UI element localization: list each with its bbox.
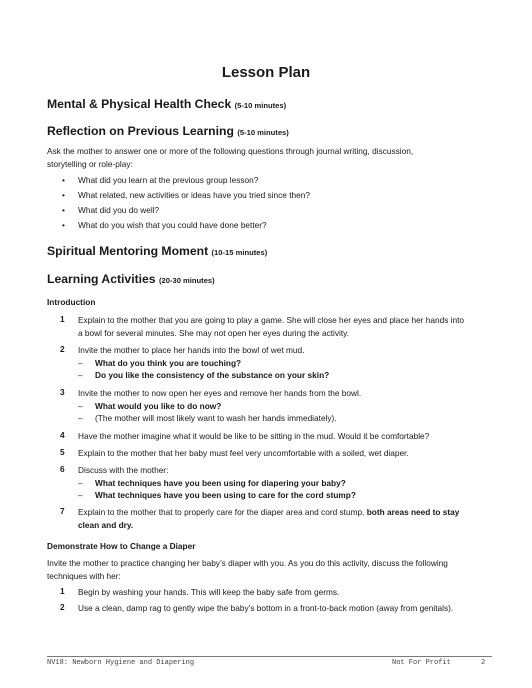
- page-title: Lesson Plan: [221, 64, 311, 81]
- step-line: Explain to the mother that you are going to play a game. She will close her eyes and place her hands into: [78, 315, 465, 325]
- reflection-intro-line: Ask the mother to answer one or more of the following questions through journal writing, discussion,: [47, 146, 414, 156]
- learning-title: Learning Activities: [47, 272, 156, 286]
- dash-marker: –: [78, 490, 83, 500]
- step-line-emphasis: clean and dry.: [78, 519, 134, 530]
- reflection-title: Reflection on Previous Learning: [47, 124, 234, 138]
- step-number: 7: [60, 506, 65, 516]
- spiritual-heading: [47, 244, 267, 258]
- step-number: 1: [60, 314, 65, 324]
- bullet-icon: •: [62, 175, 65, 185]
- health-check-heading: [47, 97, 286, 111]
- dash-marker: –: [78, 413, 83, 423]
- step-line-emphasis: both areas need to stay: [366, 507, 460, 517]
- introduction-heading: Introduction: [47, 297, 96, 307]
- footer-divider: [47, 656, 492, 657]
- step-line-plain: Explain to the mother that to properly care for the diaper area and cord stump,: [78, 507, 367, 517]
- step-text: Invite the mother to place her hands into the bowl of wet mud.: [78, 345, 305, 355]
- step-number: 6: [60, 464, 65, 474]
- step-text: Invite the mother to now open her eyes and remove her hands from the bowl.: [78, 388, 362, 398]
- step-text: [78, 314, 490, 339]
- step-number: 2: [60, 602, 65, 612]
- bullet-icon: •: [62, 220, 65, 230]
- step-line: [78, 506, 490, 519]
- sub-note: (The mother will most likely want to wash her hands immediately).: [95, 413, 337, 423]
- reflection-intro-line: storytelling or role-play:: [47, 158, 133, 169]
- demonstrate-intro: [47, 557, 492, 582]
- step-number: 4: [60, 430, 65, 440]
- bullet-text: What do you wish that you could have done better?: [78, 220, 267, 230]
- step-number: 2: [60, 344, 65, 354]
- bullet-text: What did you do well?: [78, 205, 160, 215]
- footer-title: NV18: Newborn Hygiene and Diapering: [47, 659, 195, 667]
- demonstrate-intro-line: techniques with her:: [47, 570, 121, 581]
- sub-question: What do you think you are touching?: [95, 358, 242, 368]
- page-number: 2: [481, 659, 486, 667]
- step-line: a bowl for several minutes. She may not open her eyes during the activity.: [78, 327, 350, 338]
- dash-marker: –: [78, 358, 83, 368]
- spiritual-title: Spiritual Mentoring Moment: [47, 244, 209, 258]
- spiritual-duration: (10-15 minutes): [211, 248, 268, 257]
- bullet-text: What did you learn at the previous group lesson?: [78, 175, 259, 185]
- sub-question: What techniques have you been using to care for the cord stump?: [95, 490, 356, 500]
- step-text: Have the mother imagine what it would be like to be sitting in the mud. Would it be comfortable?: [78, 431, 430, 441]
- dash-marker: –: [78, 370, 83, 380]
- sub-question: What techniques have you been using for diapering your baby?: [95, 478, 346, 488]
- learning-duration: (20-30 minutes): [158, 276, 215, 285]
- bullet-text: What related, new activities or ideas have you tried since then?: [78, 190, 310, 200]
- footer-notice: Not For Profit: [392, 659, 451, 667]
- step-text: [78, 506, 490, 531]
- step-number: 5: [60, 447, 65, 457]
- step-number: 1: [60, 586, 65, 596]
- step-text: Discuss with the mother:: [78, 465, 169, 475]
- reflection-duration: (5-10 minutes): [237, 128, 289, 137]
- step-text: Begin by washing your hands. This will keep the baby safe from germs.: [78, 587, 340, 597]
- learning-heading: [47, 272, 215, 286]
- step-text: Use a clean, damp rag to gently wipe the baby’s bottom in a front-to-back motion (away from genitals).: [78, 603, 454, 613]
- sub-question: Do you like the consistency of the substance on your skin?: [95, 370, 330, 380]
- health-check-duration: (5-10 minutes): [234, 101, 287, 110]
- bullet-icon: •: [62, 190, 65, 200]
- dash-marker: –: [78, 401, 83, 411]
- demonstrate-intro-line: Invite the mother to practice changing her baby’s diaper with you. As you do this activity, discuss the following: [47, 558, 448, 568]
- step-number: 3: [60, 387, 65, 397]
- demonstrate-heading: Demonstrate How to Change a Diaper: [47, 541, 196, 551]
- sub-question: What would you like to do now?: [95, 401, 222, 411]
- bullet-icon: •: [62, 205, 65, 215]
- reflection-intro: [47, 145, 492, 170]
- dash-marker: –: [78, 478, 83, 488]
- step-text: Explain to the mother that her baby must feel very uncomfortable with a soiled, wet diaper.: [78, 448, 409, 458]
- health-check-title: Mental & Physical Health Check: [47, 97, 232, 111]
- reflection-heading: [47, 124, 289, 138]
